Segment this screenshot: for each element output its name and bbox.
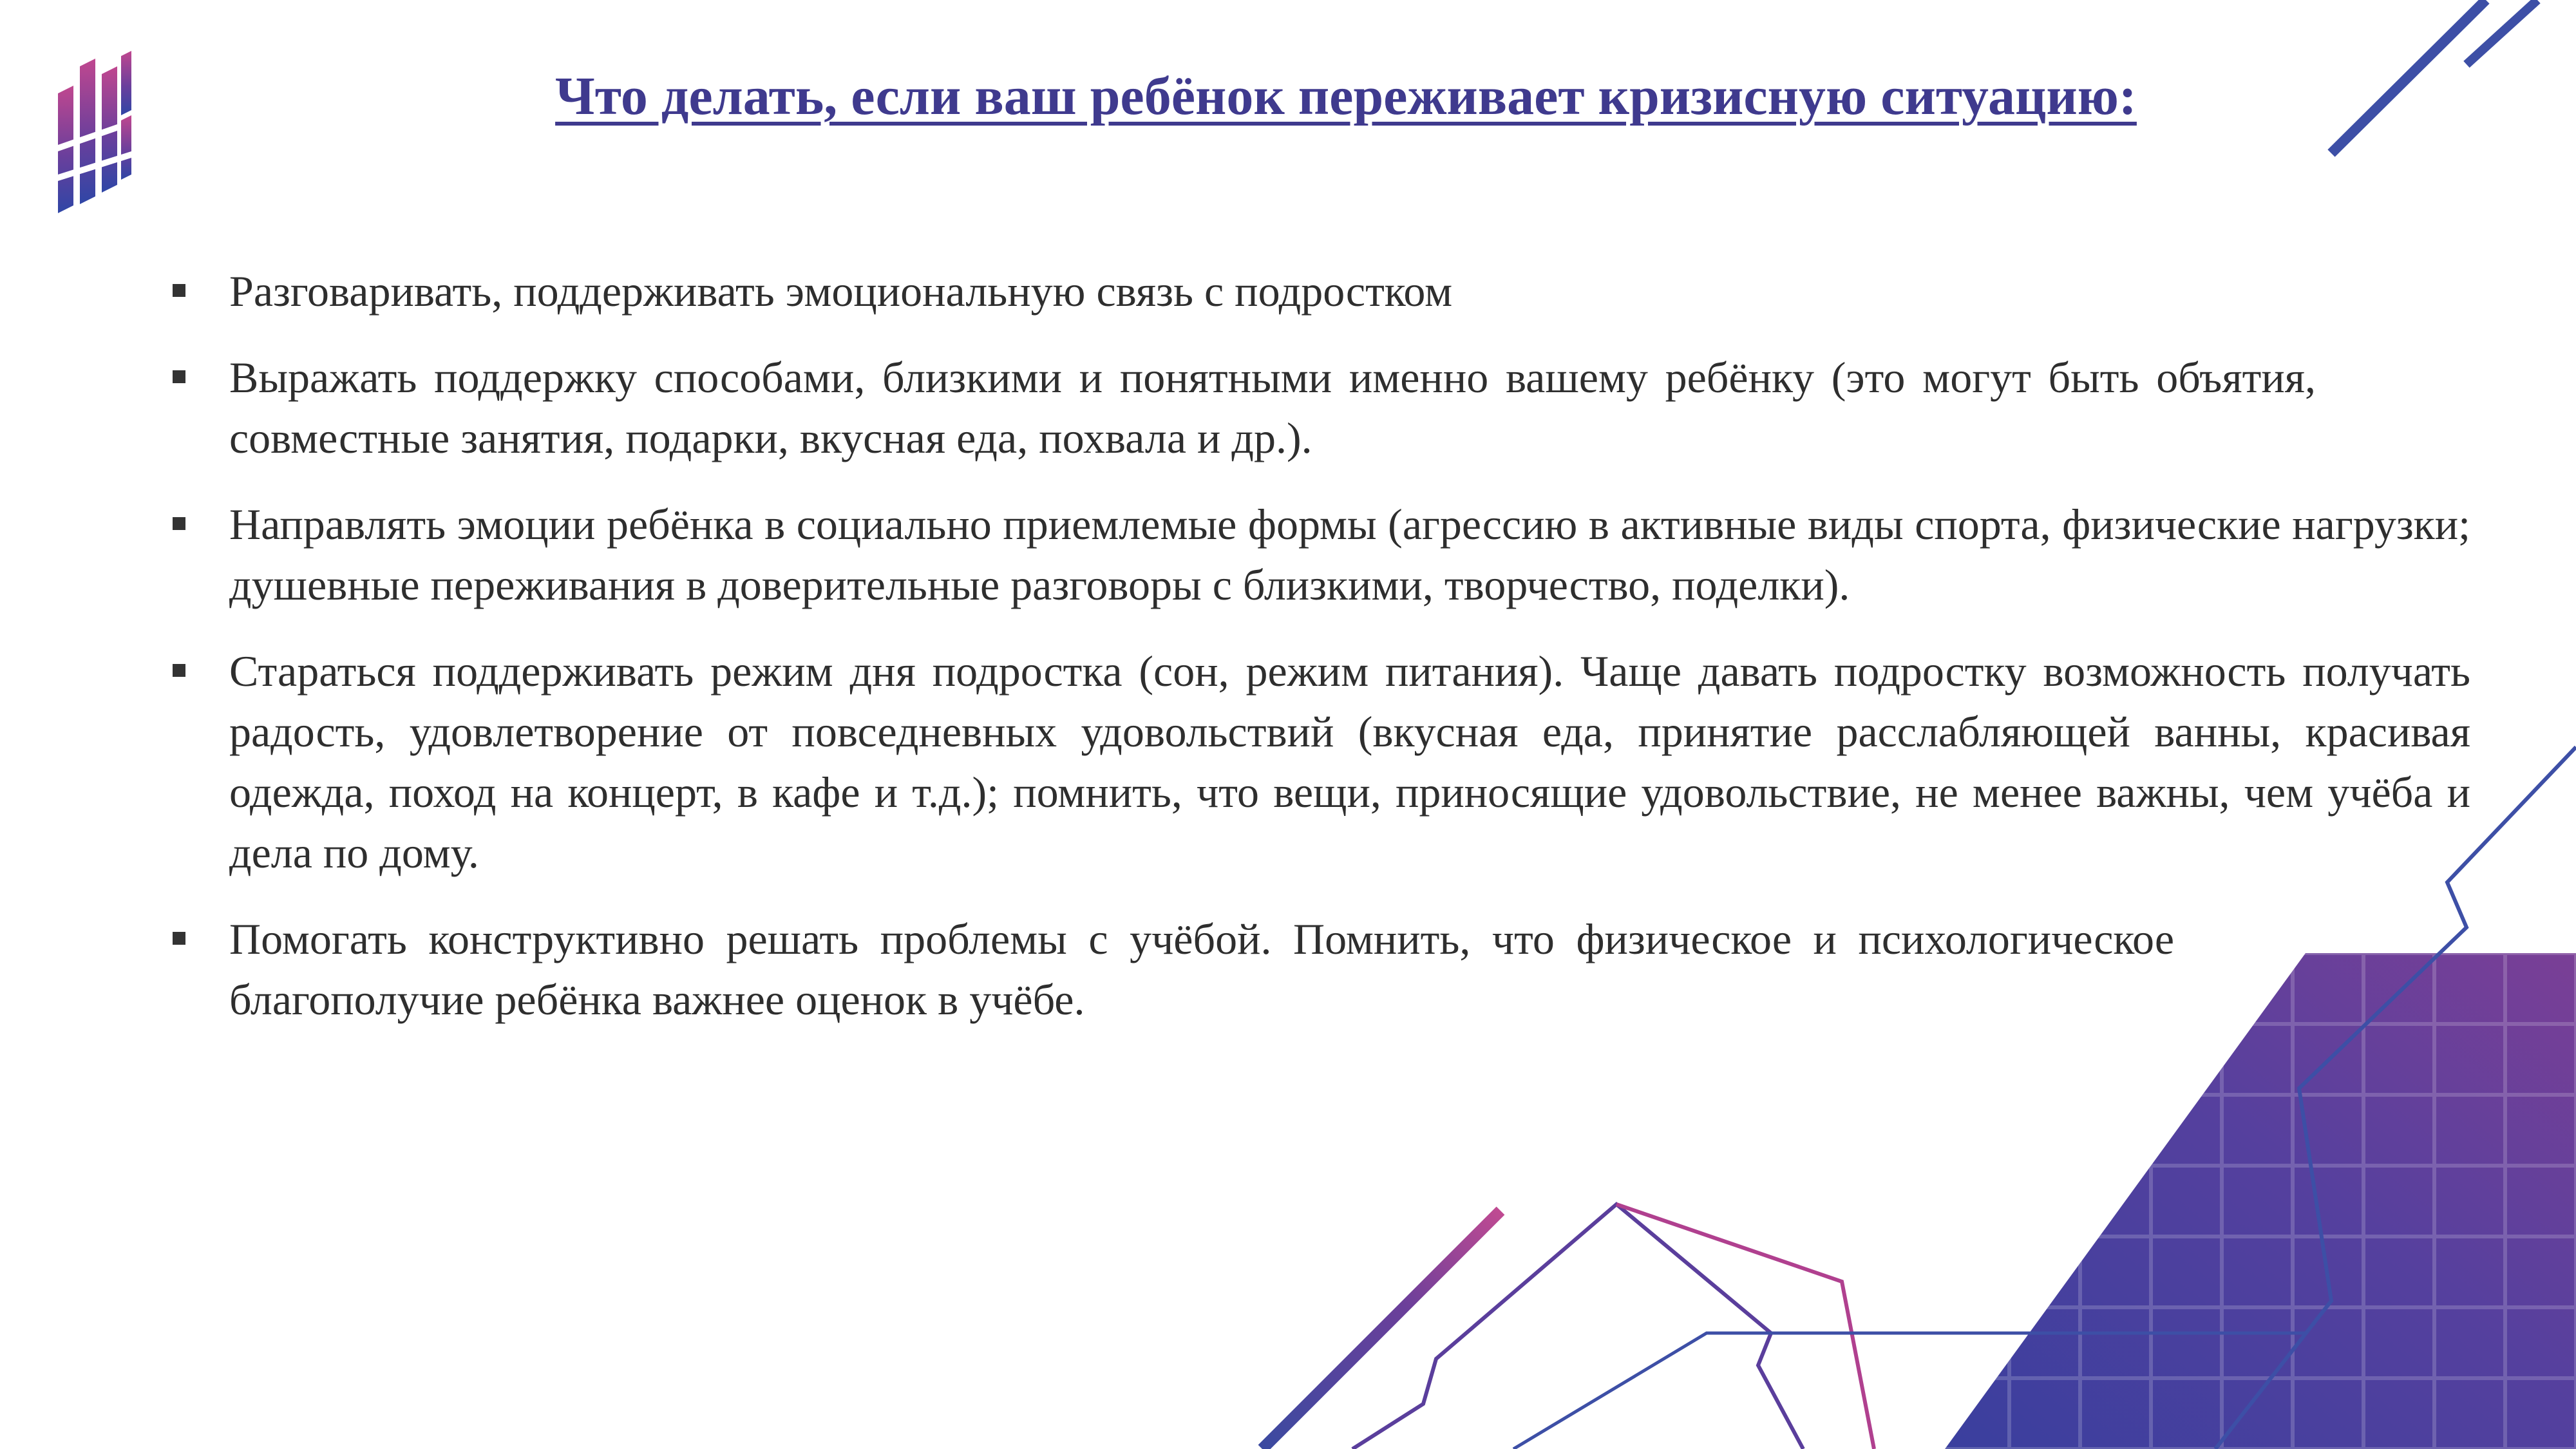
square-bullet-icon bbox=[173, 370, 185, 383]
list-item bbox=[167, 494, 2470, 615]
square-bullet-icon bbox=[173, 664, 185, 677]
list-item-text: Помогать конструктивно решать проблемы с учёбой. Помнить, что физическое и психологическое благополучие ребёнка важнее оценок в учёбе. bbox=[229, 914, 2174, 1024]
square-bullet-icon bbox=[173, 932, 185, 945]
list-item-text: Стараться поддерживать режим дня подростка (сон, режим питания). Чаще давать подростку возможность получать радость, удовлетворение от повседневных удовольствий (вкусная еда, принятие расслабляющей ванны, красивая одежда, поход на концерт, в кафе и т.д.); помнить, что вещи, приносящие удовольствие, не менее важны, чем учёба и дела по дому. bbox=[229, 647, 2470, 877]
list-item-text: Выражать поддержку способами, близкими и понятными именно вашему ребёнку (это могут быть объятия, совместные занятия, подарки, вкусная еда, похвала и др.). bbox=[229, 353, 2316, 462]
list-item bbox=[167, 641, 2470, 883]
slide-title: Что делать, если ваш ребёнок переживает кризисную ситуацию: bbox=[555, 66, 2137, 126]
square-bullet-icon bbox=[173, 284, 185, 297]
bullet-list bbox=[167, 261, 2470, 1056]
list-item bbox=[167, 909, 2174, 1030]
list-item-text: Разговаривать, поддерживать эмоциональную связь с подростком bbox=[229, 267, 1453, 316]
list-item bbox=[167, 347, 2316, 468]
square-bullet-icon bbox=[173, 517, 185, 530]
list-item-text: Направлять эмоции ребёнка в социально приемлемые формы (агрессию в активные виды спорта, физические нагрузки; душевные переживания в доверительные разговоры с близкими, творчество, поделки). bbox=[229, 500, 2470, 609]
list-item bbox=[167, 261, 2226, 321]
bottom-stripe bbox=[1262, 1211, 1501, 1449]
